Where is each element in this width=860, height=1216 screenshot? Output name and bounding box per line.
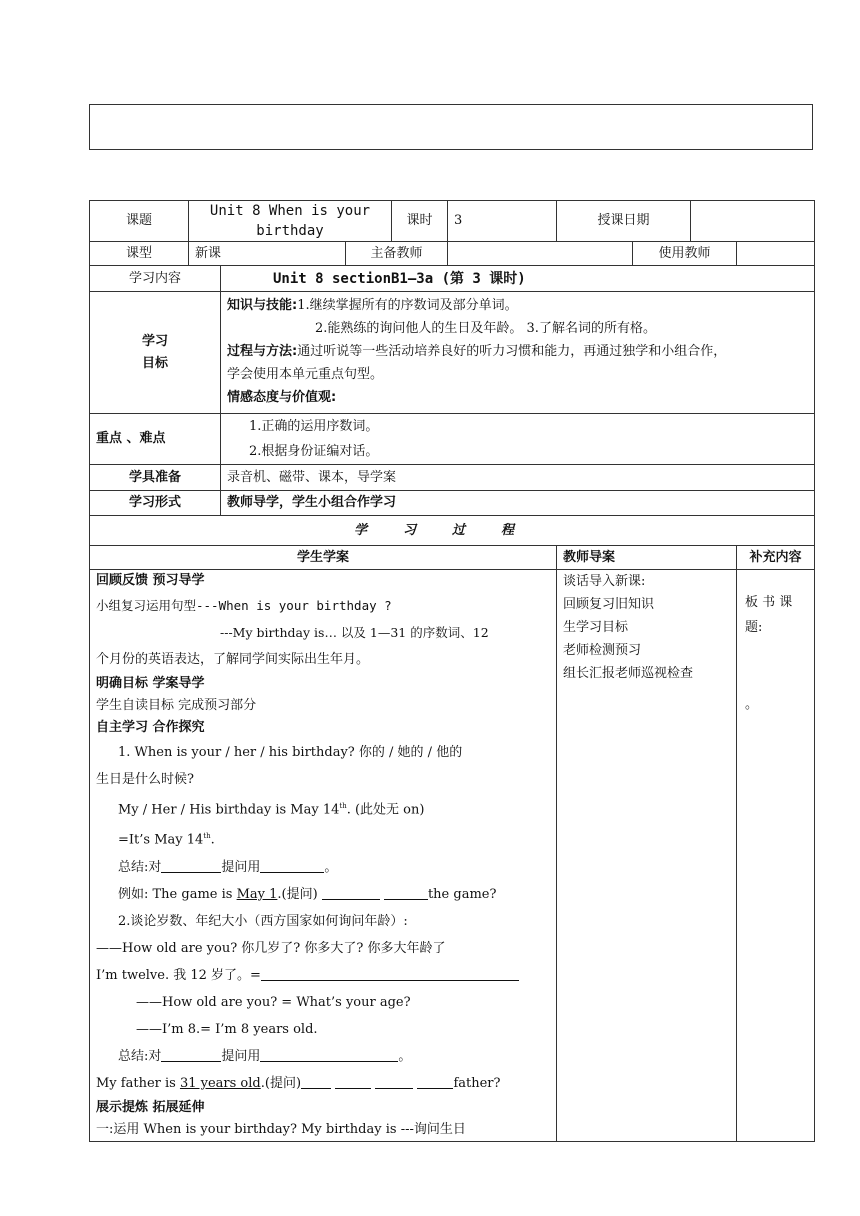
row-process-title (90, 516, 815, 546)
key-point-2: 2.根据身份证编对话。 (249, 444, 379, 459)
text: 例如: The game is (118, 886, 237, 902)
content-label: 学习内容 (90, 266, 221, 292)
section-heading-extension: 展示提炼 拓展延伸 (96, 1099, 205, 1115)
prep-teacher-label: 主备教师 (346, 242, 448, 266)
text: . (210, 832, 215, 848)
student-line: ——How old are you? 你几岁了? 你多大了? 你多大年龄了 (96, 940, 446, 956)
type-label: 课型 (90, 242, 189, 266)
use-teacher-label: 使用教师 (633, 242, 737, 266)
blank-field[interactable] (417, 1074, 453, 1089)
student-line (90, 1043, 556, 1070)
underlined-age: 31 years old (179, 1075, 261, 1091)
student-line (90, 854, 556, 881)
form-label: 学习形式 (90, 491, 221, 516)
row-content (90, 266, 815, 292)
student-line: ——I’m 8.= I’m 8 years old. (136, 1021, 318, 1037)
lesson-plan-table (89, 200, 815, 1142)
student-line (90, 1070, 556, 1097)
text: 。 (324, 859, 338, 875)
section-heading-self-study: 自主学习 合作探究 (96, 720, 205, 735)
row-topic (90, 201, 815, 242)
teacher-line: 回顾复习旧知识 (563, 597, 655, 612)
blank-field[interactable] (335, 1074, 371, 1089)
row-form (90, 491, 815, 516)
attitude-label: 情感态度与价值观: (227, 390, 337, 405)
superscript: th (339, 802, 347, 810)
student-line (90, 793, 556, 823)
row-objectives (90, 292, 815, 414)
key-points-content (221, 414, 815, 465)
text: the game? (427, 886, 497, 902)
objectives-label (90, 292, 221, 414)
teacher-line: 生学习目标 (563, 620, 629, 635)
date-label: 授课日期 (557, 201, 691, 242)
blank-field[interactable] (161, 858, 221, 873)
row-column-headers (90, 546, 815, 570)
process-method-text-1: 通过听说等一些活动培养良好的听力习惯和能力，再通过独学和小组合作， (297, 344, 727, 359)
process-method-label: 过程与方法: (227, 344, 298, 359)
text: 提问用 (221, 859, 261, 875)
text: 总结:对 (118, 1048, 162, 1064)
blank-field[interactable] (375, 1074, 413, 1089)
teacher-column-header: 教师导案 (557, 546, 737, 570)
student-line: 小组复习运用句型---When is your birthday ? (96, 598, 392, 613)
student-line: ---My birthday is… 以及 1—31 的序数词、12 (220, 625, 489, 640)
prep-teacher-value (448, 242, 633, 266)
period-label: 课时 (392, 201, 448, 242)
date-value (691, 201, 815, 242)
type-value: 新课 (189, 242, 346, 266)
text: I’m twelve. 我 12 岁了。= (96, 967, 261, 983)
tools-value: 录音机、磁带、课本，导学案 (221, 465, 815, 491)
teacher-line: 谈话导入新课: (563, 574, 646, 589)
period-value: 3 (448, 201, 557, 242)
form-value: 教师导学，学生小组合作学习 (221, 491, 815, 516)
student-line: 2.谈论岁数、年纪大小（西方国家如何询问年龄）: (118, 913, 408, 929)
student-line: ——How old are you? = What’s your age? (136, 994, 411, 1010)
text: .(提问) (260, 1075, 302, 1091)
key-points-label: 重点 、难点 (90, 414, 221, 465)
tools-label: 学具准备 (90, 465, 221, 491)
row-key-points (90, 414, 815, 465)
row-tools (90, 465, 815, 491)
teacher-line: 老师检测预习 (563, 643, 642, 658)
topic-label: 课题 (90, 201, 189, 242)
knowledge-label: 知识与技能: (227, 298, 298, 313)
student-line: 一:运用 When is your birthday? My birthday is ---询问生日 (96, 1121, 466, 1137)
key-point-1: 1.正确的运用序数词。 (249, 419, 379, 434)
blank-field[interactable] (161, 1047, 221, 1062)
knowledge-item-2: 2.能熟练的询问他人的生日及年龄。 3.了解名词的所有格。 (315, 321, 656, 336)
blank-field[interactable] (301, 1074, 331, 1089)
teacher-plan (557, 570, 737, 1142)
objectives-label-line1: 学习 (141, 333, 168, 349)
supplement-content (737, 570, 814, 717)
supplement-line: 。 (745, 697, 759, 712)
section-heading-review: 回顾反馈 预习导学 (96, 573, 205, 588)
section-heading-goals: 明确目标 学案导学 (96, 676, 205, 691)
student-line (90, 881, 556, 908)
blank-field[interactable] (384, 885, 428, 900)
objectives-content (221, 292, 815, 414)
text: father? (453, 1075, 501, 1091)
student-column-header: 学生学案 (90, 546, 557, 570)
blank-field[interactable] (261, 966, 519, 981)
blank-field[interactable] (260, 1047, 398, 1062)
teacher-line: 组长汇报老师巡视检查 (563, 666, 694, 681)
process-method-text-2: 学会使用本单元重点句型。 (227, 367, 384, 382)
student-line: 生日是什么时候? (96, 772, 194, 787)
underlined-date: May 1 (236, 886, 278, 902)
row-type (90, 242, 815, 266)
blank-field[interactable] (260, 858, 324, 873)
student-line: 1. When is your / her / his birthday? 你的 / 她的 / 他的 (118, 745, 463, 760)
student-plan (90, 570, 557, 1142)
blank-field[interactable] (322, 885, 380, 900)
text: =It’s May 14 (118, 832, 204, 848)
objectives-label-line2: 目标 (141, 355, 168, 371)
knowledge-item-1: 1.继续掌握所有的序数词及部分单词。 (297, 298, 518, 313)
topic-value: Unit 8 When is your birthday (189, 201, 392, 242)
supplement-line: 板 书 课 (745, 595, 793, 610)
text: 。 (398, 1048, 412, 1064)
text: 提问用 (221, 1048, 261, 1064)
text: My father is (96, 1075, 180, 1091)
student-line: 学生自读目标 完成预习部分 (96, 698, 257, 713)
text: . (此处无 on) (346, 802, 425, 818)
use-teacher-value (737, 242, 815, 266)
row-process-body (90, 570, 815, 1142)
text: 总结:对 (118, 859, 162, 875)
superscript: th (203, 832, 211, 841)
student-line (90, 823, 556, 853)
text: My / Her / His birthday is May 14 (118, 802, 340, 818)
student-line: 个月份的英语表达，了解同学间实际出生年月。 (96, 652, 370, 667)
supplement-line: 题: (745, 620, 763, 635)
extra-column-header: 补充内容 (737, 546, 815, 570)
text: .(提问) (277, 886, 318, 902)
header-box (89, 104, 813, 150)
supplement-column (737, 570, 815, 1142)
student-line (90, 962, 556, 989)
process-title: 学习过程 (90, 516, 815, 546)
content-value: Unit 8 sectionB1—3a (第 3 课时) (221, 266, 815, 292)
